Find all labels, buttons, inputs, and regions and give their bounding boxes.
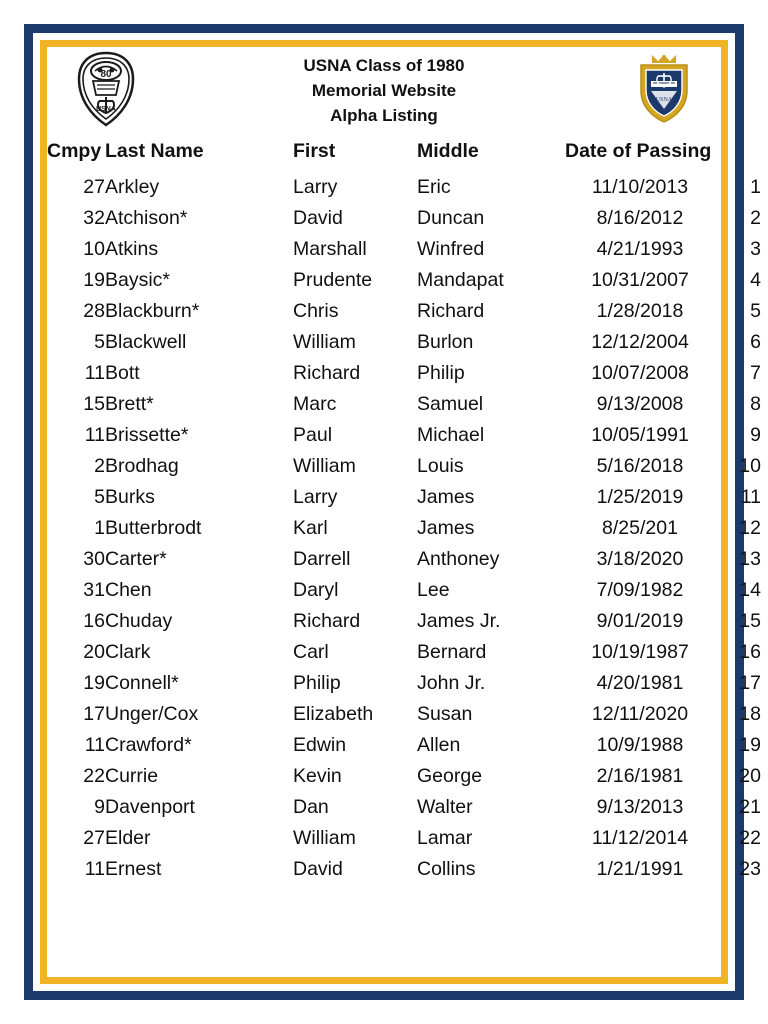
cell-cmpy: 19	[83, 672, 105, 694]
cell-first: Daryl	[293, 579, 339, 601]
column-header-last-name: Last Name	[105, 140, 204, 162]
cell-middle: James	[417, 517, 475, 539]
cell-first: Darrell	[293, 548, 351, 570]
cell-index: 6	[750, 331, 761, 353]
cell-last: Crawford*	[105, 734, 192, 756]
cell-middle: James	[417, 486, 475, 508]
cell-last: Blackwell	[105, 331, 187, 353]
cell-index: 9	[750, 424, 761, 446]
page-header	[47, 47, 721, 139]
cell-index: 10	[739, 455, 761, 477]
table-row	[47, 451, 761, 482]
column-header-cmpy: Cmpy	[47, 140, 102, 162]
column-header-first: First	[293, 140, 336, 162]
cell-cmpy: 19	[83, 269, 105, 291]
cell-middle: Duncan	[417, 207, 485, 229]
cell-first: Richard	[293, 610, 361, 632]
cell-date: 11/12/2014	[591, 827, 689, 849]
cell-last: Blackburn*	[105, 300, 200, 322]
cell-last: Connell*	[105, 672, 179, 694]
cell-cmpy: 2	[94, 455, 105, 477]
cell-first: Marshall	[293, 238, 367, 260]
cell-last: Chuday	[105, 610, 173, 632]
title-line-2: Memorial Website	[311, 81, 457, 100]
cell-date: 12/12/2004	[591, 331, 689, 353]
cell-date: 12/11/2020	[591, 703, 689, 725]
cell-index: 7	[750, 362, 761, 384]
cell-middle: Eric	[417, 176, 451, 198]
cell-first: Chris	[293, 300, 339, 322]
cell-cmpy: 22	[83, 765, 105, 787]
cell-middle: Winfred	[417, 238, 485, 260]
table-row	[47, 420, 761, 451]
cell-date: 11/10/2013	[591, 176, 689, 198]
cell-cmpy: 9	[94, 796, 105, 818]
cell-middle: Richard	[417, 300, 485, 322]
table-row	[47, 172, 761, 203]
usna-seal-icon	[633, 51, 695, 127]
cell-middle: Walter	[417, 796, 473, 818]
table-row	[47, 203, 761, 234]
cell-first: Prudente	[293, 269, 373, 291]
cell-middle: Samuel	[417, 393, 484, 415]
table-row	[47, 482, 761, 513]
cell-first: Richard	[293, 362, 361, 384]
cell-middle: Burlon	[417, 331, 474, 353]
cell-middle: Louis	[417, 455, 464, 477]
cell-index: 21	[739, 796, 761, 818]
table-body	[47, 172, 761, 885]
cell-first: Elizabeth	[293, 703, 374, 725]
cell-date: 7/09/1982	[596, 579, 684, 601]
table-row	[47, 637, 761, 668]
cell-last: Unger/Cox	[105, 703, 199, 725]
cell-first: Karl	[293, 517, 328, 539]
cell-middle: Philip	[417, 362, 465, 384]
page-title	[47, 53, 721, 128]
cell-index: 22	[739, 827, 761, 849]
cell-date: 4/21/1993	[596, 238, 684, 260]
cell-index: 15	[739, 610, 761, 632]
cell-cmpy: 17	[83, 703, 105, 725]
table-row	[47, 668, 761, 699]
cell-index: 18	[739, 703, 761, 725]
cell-last: Brissette*	[105, 424, 189, 446]
cell-first: William	[293, 455, 356, 477]
cell-cmpy: 27	[83, 827, 105, 849]
cell-cmpy: 1	[94, 517, 105, 539]
cell-date: 10/31/2007	[591, 269, 689, 291]
cell-middle: Lee	[417, 579, 450, 601]
svg-text:USNA: USNA	[96, 106, 116, 113]
cell-index: 2	[750, 207, 761, 229]
table-row	[47, 792, 761, 823]
cell-last: Brett*	[105, 393, 154, 415]
cell-index: 1	[750, 176, 761, 198]
svg-text:USNA: USNA	[655, 97, 673, 103]
cell-last: Chen	[105, 579, 152, 601]
cell-date: 1/25/2019	[596, 486, 684, 508]
cell-first: Dan	[293, 796, 329, 818]
cell-cmpy: 15	[83, 393, 105, 415]
cell-date: 9/01/2019	[596, 610, 684, 632]
cell-first: Edwin	[293, 734, 347, 756]
cell-middle: John Jr.	[417, 672, 486, 694]
cell-last: Ernest	[105, 858, 162, 880]
cell-cmpy: 11	[84, 424, 105, 446]
cell-date: 9/13/2013	[596, 796, 684, 818]
cell-date: 10/05/1991	[591, 424, 689, 446]
cell-last: Baysic*	[105, 269, 171, 291]
table-row	[47, 606, 761, 637]
cell-date: 10/9/1988	[596, 734, 684, 756]
cell-date: 10/19/1987	[591, 641, 689, 663]
cell-cmpy: 5	[94, 486, 105, 508]
cell-last: Davenport	[105, 796, 195, 818]
cell-middle: Bernard	[417, 641, 487, 663]
cell-date: 10/07/2008	[591, 362, 689, 384]
cell-date: 8/16/2012	[596, 207, 684, 229]
cell-first: Paul	[293, 424, 333, 446]
cell-last: Bott	[105, 362, 140, 384]
table-row	[47, 234, 761, 265]
cell-date: 1/28/2018	[596, 300, 684, 322]
cell-cmpy: 20	[83, 641, 105, 663]
cell-index: 13	[739, 548, 761, 570]
title-line-1: USNA Class of 1980	[303, 56, 465, 75]
cell-middle: Lamar	[417, 827, 473, 849]
cell-middle: Anthoney	[417, 548, 500, 570]
cell-index: 5	[750, 300, 761, 322]
cell-middle: Michael	[417, 424, 485, 446]
cell-date: 9/13/2008	[596, 393, 684, 415]
cell-first: David	[293, 207, 343, 229]
cell-last: Carter*	[105, 548, 167, 570]
cell-last: Arkley	[105, 176, 160, 198]
cell-middle: Collins	[417, 858, 476, 880]
cell-first: Kevin	[293, 765, 342, 787]
page-content	[47, 47, 761, 977]
table-row	[47, 513, 761, 544]
cell-first: Marc	[293, 393, 337, 415]
column-header-index	[715, 139, 761, 172]
cell-index: 23	[739, 858, 761, 880]
cell-date: 1/21/1991	[596, 858, 684, 880]
table-row	[47, 730, 761, 761]
cell-cmpy: 30	[83, 548, 105, 570]
cell-index: 12	[739, 517, 761, 539]
cell-index: 3	[750, 238, 761, 260]
memorial-alpha-listing-table	[47, 139, 761, 885]
cell-first: William	[293, 331, 356, 353]
cell-index: 11	[740, 486, 761, 508]
table-header-row	[47, 139, 761, 172]
cell-middle: George	[417, 765, 483, 787]
cell-last: Currie	[105, 765, 159, 787]
table-row	[47, 761, 761, 792]
cell-last: Butterbrodt	[105, 517, 202, 539]
table-row	[47, 699, 761, 730]
cell-last: Elder	[105, 827, 151, 849]
cell-cmpy: 10	[83, 238, 105, 260]
table-row	[47, 389, 761, 420]
cell-first: Larry	[293, 486, 338, 508]
cell-cmpy: 28	[83, 300, 105, 322]
cell-last: Atkins	[105, 238, 159, 260]
cell-cmpy: 11	[84, 734, 105, 756]
table-row	[47, 358, 761, 389]
cell-date: 8/25/201	[602, 517, 678, 539]
cell-cmpy: 31	[83, 579, 105, 601]
cell-last: Clark	[105, 641, 151, 663]
cell-index: 4	[750, 269, 761, 291]
cell-middle: Susan	[417, 703, 473, 725]
cell-date: 5/16/2018	[596, 455, 684, 477]
table-row	[47, 823, 761, 854]
svg-text:80: 80	[100, 69, 112, 80]
cell-last: Brodhag	[105, 455, 179, 477]
table-row	[47, 265, 761, 296]
cell-index: 20	[739, 765, 761, 787]
cell-last: Burks	[105, 486, 155, 508]
title-line-3: Alpha Listing	[330, 106, 438, 125]
cell-middle: James Jr.	[417, 610, 501, 632]
table-row	[47, 296, 761, 327]
cell-cmpy: 11	[84, 362, 105, 384]
cell-date: 3/18/2020	[596, 548, 684, 570]
cell-middle: Mandapat	[417, 269, 504, 291]
table-row	[47, 854, 761, 885]
cell-cmpy: 32	[83, 207, 105, 229]
cell-cmpy: 5	[94, 331, 105, 353]
table-row	[47, 575, 761, 606]
cell-first: Larry	[293, 176, 338, 198]
cell-index: 14	[739, 579, 761, 601]
cell-cmpy: 11	[84, 858, 105, 880]
cell-first: Philip	[293, 672, 341, 694]
cell-date: 4/20/1981	[596, 672, 684, 694]
cell-index: 16	[739, 641, 761, 663]
cell-index: 19	[739, 734, 761, 756]
cell-cmpy: 27	[83, 176, 105, 198]
table-row	[47, 544, 761, 575]
cell-last: Atchison*	[105, 207, 188, 229]
cell-index: 8	[750, 393, 761, 415]
cell-first: Carl	[293, 641, 329, 663]
cell-index: 17	[739, 672, 761, 694]
cell-first: William	[293, 827, 356, 849]
cell-date: 2/16/1981	[596, 765, 684, 787]
column-header-middle: Middle	[417, 140, 479, 162]
cell-middle: Allen	[417, 734, 461, 756]
column-header-date-of-passing: Date of Passing	[565, 140, 712, 162]
cell-first: David	[293, 858, 343, 880]
table-row	[47, 327, 761, 358]
cell-cmpy: 16	[83, 610, 105, 632]
